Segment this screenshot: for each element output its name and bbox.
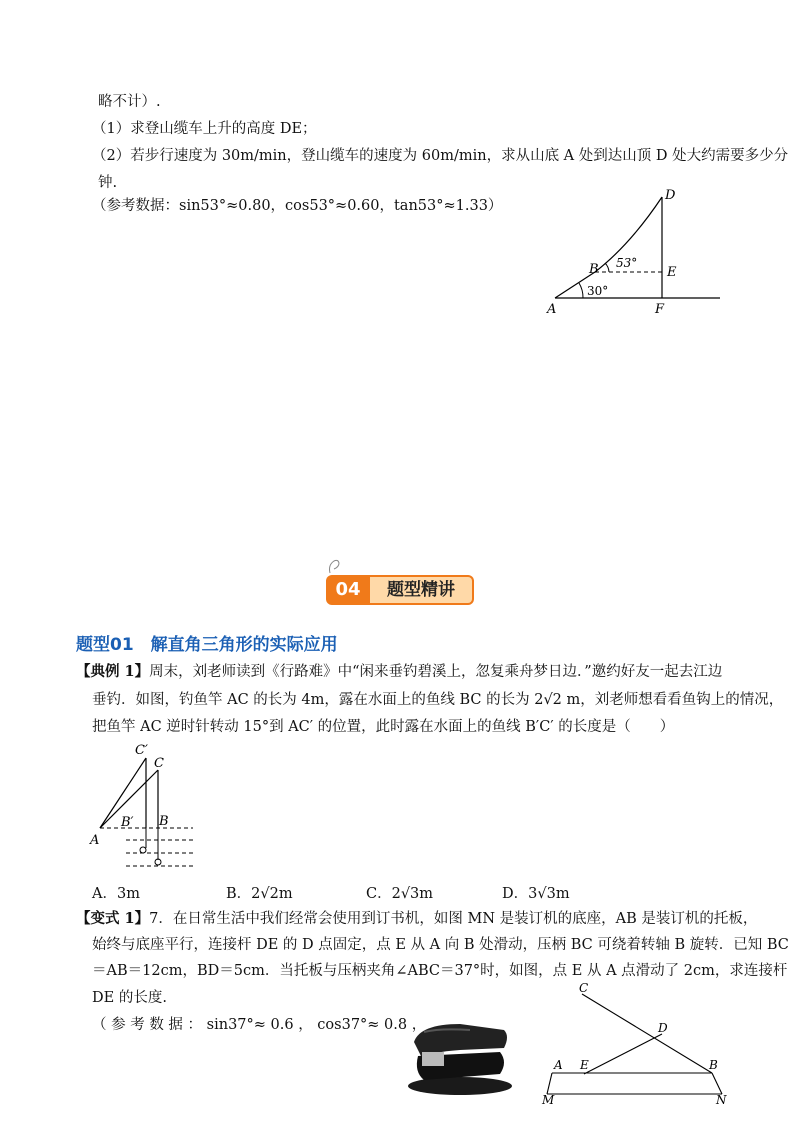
reference-data: （参考数据：sin53°≈0.80，cos53°≈0.60，tan53°≈1.33） [92, 198, 503, 214]
label-m: M [542, 1093, 555, 1104]
label-e: E [580, 1058, 589, 1072]
label-a: A [554, 1058, 563, 1072]
option-c[interactable]: C．2√3m [366, 886, 434, 902]
option-a[interactable]: A．3m [92, 886, 140, 902]
label-f: F [655, 302, 665, 317]
section-heading: 题型01 解直角三角形的实际应用 [76, 635, 338, 655]
label-c: C [154, 756, 164, 771]
variant-1-line-1 [76, 909, 757, 929]
example-1-line-2: 垂钓．如图，钓鱼竿 AC 的长为 4m，露在水面上的鱼线 BC 的长为 2√2 m，刘老师想看看鱼钩上的情况， [92, 692, 784, 708]
label-angle-53: 53° [616, 256, 638, 270]
banner-title: 题型精讲 [370, 575, 474, 605]
option-b[interactable]: B．2√2m [226, 886, 293, 902]
hook-icon [140, 847, 146, 853]
option-d[interactable]: D．3√3m [502, 886, 570, 902]
variant-1-reference: （ 参 考 数 据 ： sin37°≈ 0.6 ， cos37°≈ 0.8 ， [92, 1017, 427, 1033]
label-b: B [589, 262, 599, 277]
variant-1-line-4: DE 的长度. [92, 990, 167, 1006]
label-b: B [159, 814, 169, 829]
label-d: D [665, 188, 676, 203]
label-e: E [667, 265, 677, 280]
label-a: A [547, 302, 557, 317]
stapler-image [400, 1012, 512, 1098]
question-2-cont: 钟. [98, 175, 118, 191]
label-c: C [579, 982, 589, 995]
question-1: （1）求登山缆车上升的高度 DE； [92, 121, 317, 137]
banner-number: 04 [326, 575, 370, 605]
label-n: N [716, 1093, 727, 1104]
example-1-line-3: 把鱼竿 AC 逆时针转动 15°到 AC′ 的位置，此时露在水面上的鱼线 B′C′ 的长度是（ ） [92, 719, 675, 735]
example-tag: 【典例 1】 [76, 663, 150, 680]
variant-1-line-3: ＝AB＝12cm，BD＝5cm．当托板与压柄夹角∠ABC＝37°时，如图，点 E 从 A 点滑动了 2cm，求连接杆 [92, 963, 788, 979]
fishing-rod-figure [88, 740, 208, 876]
label-d: D [658, 1021, 668, 1035]
variant-tag: 【变式 1】 [76, 910, 150, 927]
label-angle-30: 30° [587, 284, 609, 298]
text-line: 略不计）. [98, 94, 161, 110]
label-a: A [90, 833, 100, 848]
stapler-diagram [532, 982, 742, 1104]
label-b: B [709, 1058, 718, 1072]
clip-icon [326, 557, 346, 577]
example-text: 周末，刘老师读到《行路难》中“闲来垂钓碧溪上，忽复乘舟梦日边．”邀约好友一起去江边 [149, 664, 723, 680]
variant-text: 7．在日常生活中我们经常会使用到订书机，如图 MN 是装订机的底座，AB 是装订机的托板， [149, 911, 758, 927]
label-c-prime: C′ [135, 743, 148, 758]
handle-bc [582, 994, 712, 1073]
rod-de [584, 1034, 662, 1074]
label-b-prime: B′ [121, 815, 134, 830]
cable-car-figure [545, 185, 725, 320]
example-1-line-1 [76, 662, 722, 682]
question-2: （2）若步行速度为 30m/min，登山缆车的速度为 60m/min，求从山底 A 处到达山顶 D 处大约需要多少分 [92, 148, 789, 164]
section-banner [326, 569, 476, 607]
variant-1-line-2: 始终与底座平行，连接杆 DE 的 D 点固定，点 E 从 A 向 B 处滑动，压柄 BC 可绕着转轴 B 旋转．已知 BC [92, 937, 789, 953]
